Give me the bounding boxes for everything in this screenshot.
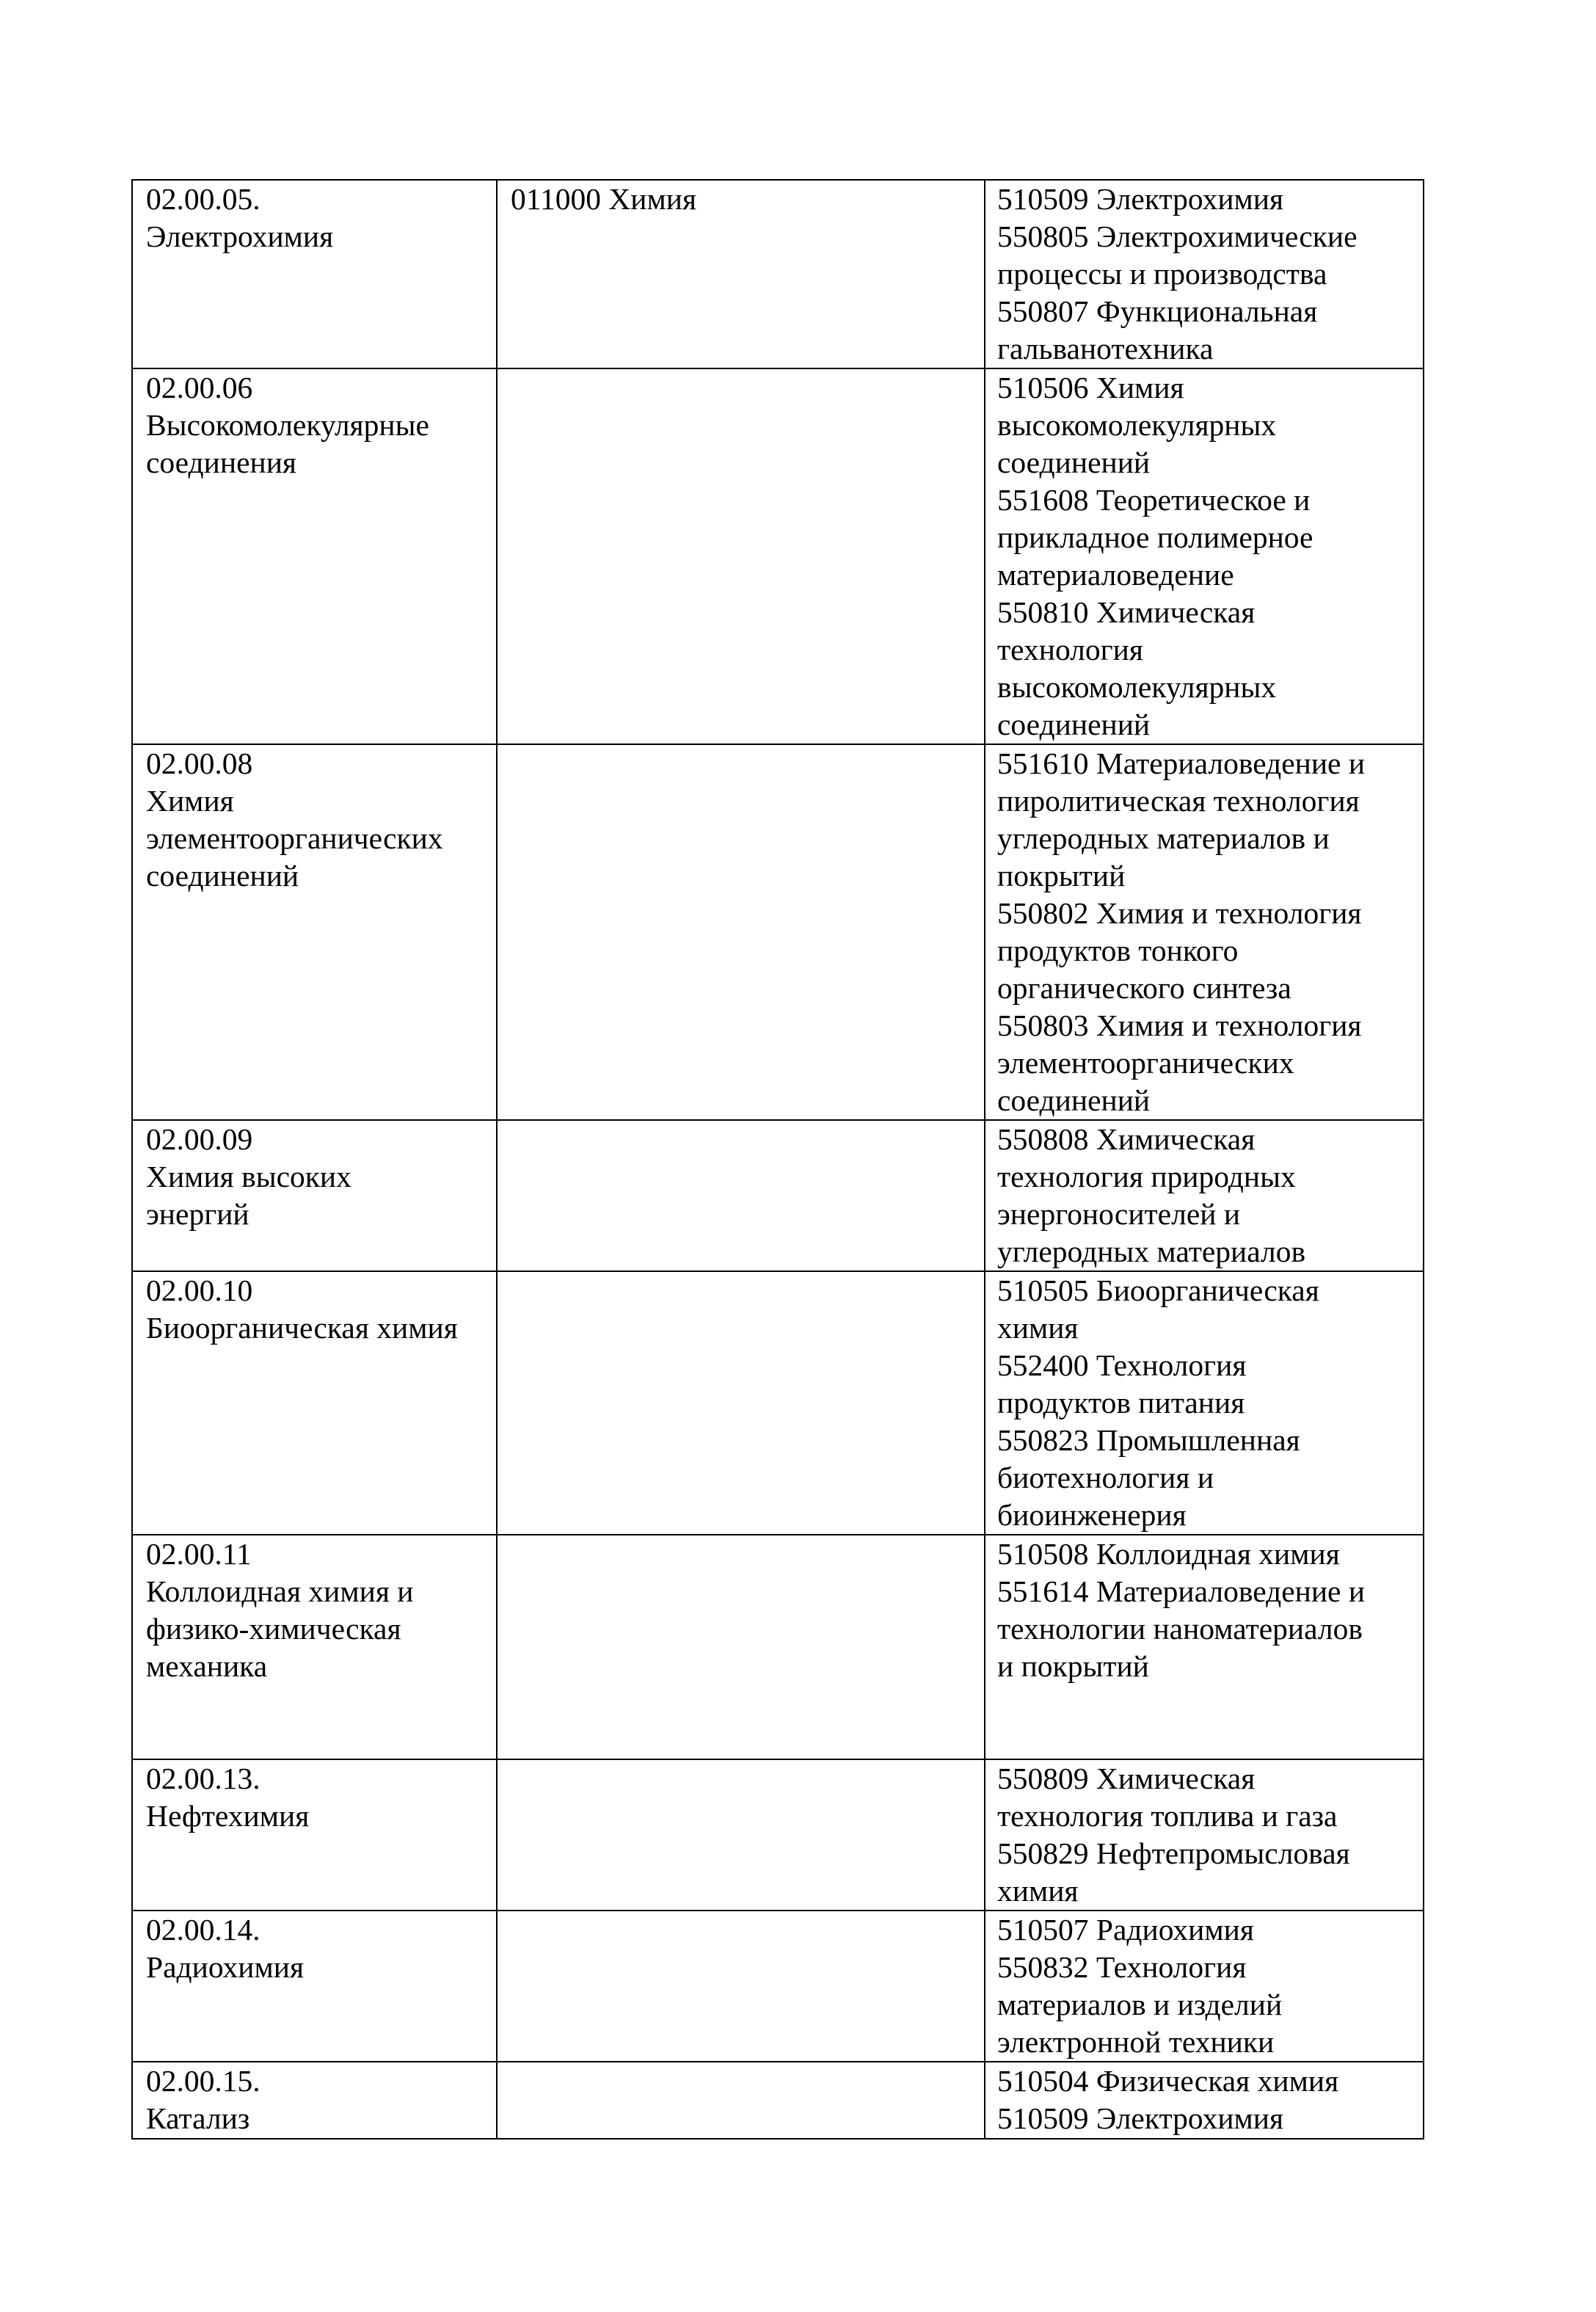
specialty-code: 02.00.14.	[146, 1913, 260, 1946]
specialty-line: технологии наноматериалов	[997, 1612, 1363, 1646]
specialty-code: 02.00.09	[146, 1122, 253, 1156]
specialty-line: электронной техники	[997, 2025, 1275, 2059]
specialty-name: механика	[146, 1649, 268, 1683]
specialty-line: соединений	[997, 1083, 1151, 1117]
specialty-line: химия	[997, 1311, 1079, 1345]
table-row	[132, 1120, 1424, 1271]
education-specialties-cell	[985, 1911, 1424, 2062]
specialty-name: Химия	[146, 784, 234, 818]
specialty-line: продуктов тонкого	[997, 934, 1239, 967]
table-row	[132, 744, 1424, 1120]
specialty-line: 550810 Химическая	[997, 595, 1256, 629]
specialty-code: 02.00.08	[146, 746, 253, 780]
specialty-line: 510509 Электрохимия	[997, 2101, 1284, 2135]
specialty-line: биоинженерия	[997, 1498, 1187, 1532]
specialty-line: 551608 Теоретическое и	[997, 483, 1311, 517]
specialty-name: физико-химическая	[146, 1612, 401, 1646]
specialty-line: технология	[997, 633, 1143, 666]
scientific-specialty-cell	[132, 1271, 497, 1535]
education-specialties-cell	[985, 1535, 1424, 1759]
specialty-line: соединений	[997, 708, 1151, 741]
specialty-line: 510508 Коллоидная химия	[997, 1537, 1340, 1571]
specialty-line: процессы и производства	[997, 257, 1327, 291]
specialty-line: 550803 Химия и технология	[997, 1008, 1362, 1042]
specialty-line: материаловедение	[997, 558, 1234, 592]
direction-cell	[497, 368, 985, 744]
specialty-name: Катализ	[146, 2101, 250, 2135]
specialty-line: 551610 Материаловедение и	[997, 746, 1366, 780]
direction-cell	[497, 744, 985, 1120]
education-specialties-cell	[985, 368, 1424, 744]
education-specialties-cell	[985, 1120, 1424, 1271]
direction-cell	[497, 2062, 985, 2139]
specialty-line: высокомолекулярных	[997, 408, 1277, 442]
direction-cell	[497, 1120, 985, 1271]
specialty-line: органического синтеза	[997, 971, 1291, 1005]
specialty-code: 02.00.11	[146, 1537, 252, 1571]
table-row	[132, 1535, 1424, 1759]
specialties-table	[131, 179, 1424, 2140]
direction-cell	[497, 1759, 985, 1911]
specialty-line: биотехнология и	[997, 1461, 1214, 1494]
specialty-line: химия	[997, 1874, 1079, 1908]
direction-cell	[497, 180, 985, 368]
scientific-specialty-cell	[132, 1911, 497, 2062]
table-row	[132, 1911, 1424, 2062]
scientific-specialty-cell	[132, 1120, 497, 1271]
direction-cell	[497, 1911, 985, 2062]
scientific-specialty-cell	[132, 1535, 497, 1759]
education-specialties-cell	[985, 744, 1424, 1120]
specialty-line: соединений	[997, 446, 1151, 479]
specialty-line: 550807 Функциональная	[997, 294, 1318, 328]
table-row	[132, 368, 1424, 744]
specialty-name: соединения	[146, 446, 297, 479]
specialty-line: высокомолекулярных	[997, 670, 1277, 704]
specialty-line: 510507 Радиохимия	[997, 1913, 1254, 1946]
specialty-line: углеродных материалов и	[997, 821, 1330, 855]
direction-cell	[497, 1271, 985, 1535]
specialty-name: Коллоидная химия и	[146, 1574, 414, 1608]
scientific-specialty-cell	[132, 180, 497, 368]
specialty-line: прикладное полимерное	[997, 520, 1313, 554]
specialty-line: 550832 Технология	[997, 1950, 1247, 1984]
specialty-name: элементоорганических	[146, 821, 443, 855]
specialty-line: 550809 Химическая	[997, 1762, 1256, 1795]
table-row	[132, 180, 1424, 368]
education-specialties-cell	[985, 1271, 1424, 1535]
specialty-line: 550805 Электрохимические	[997, 219, 1358, 253]
specialty-line: 510506 Химия	[997, 371, 1184, 404]
specialty-line: 510509 Электрохимия	[997, 182, 1284, 216]
table-row	[132, 2062, 1424, 2139]
specialty-line: и покрытий	[997, 1649, 1149, 1683]
specialty-line: 510505 Биоорганическая	[997, 1273, 1319, 1307]
specialty-line: энергоносителей и	[997, 1197, 1241, 1231]
specialty-line: гальванотехника	[997, 332, 1214, 366]
scientific-specialty-cell	[132, 744, 497, 1120]
specialty-name: Электрохимия	[146, 219, 334, 253]
education-specialties-cell	[985, 2062, 1424, 2139]
specialty-name: Биоорганическая химия	[146, 1311, 458, 1345]
specialty-name: Радиохимия	[146, 1950, 305, 1984]
table-row	[132, 1759, 1424, 1911]
specialty-line: технология топлива и газа	[997, 1799, 1338, 1833]
specialty-name: Химия высоких	[146, 1160, 351, 1193]
specialty-code: 02.00.15.	[146, 2064, 260, 2098]
education-specialties-cell	[985, 1759, 1424, 1911]
specialty-line: элементоорганических	[997, 1046, 1294, 1080]
specialty-line: углеродных материалов	[997, 1235, 1306, 1268]
specialty-line: 550829 Нефтепромысловая	[997, 1836, 1350, 1870]
specialty-code: 02.00.13.	[146, 1762, 260, 1795]
specialty-line: продуктов питания	[997, 1386, 1245, 1419]
direction-text: 011000 Химия	[511, 182, 697, 216]
specialty-code: 02.00.06	[146, 371, 253, 404]
specialty-line: пиролитическая технология	[997, 784, 1360, 818]
specialty-line: технология природных	[997, 1160, 1296, 1193]
specialty-line: 550808 Химическая	[997, 1122, 1256, 1156]
specialty-line: покрытий	[997, 859, 1126, 893]
specialty-line: 510504 Физическая химия	[997, 2064, 1339, 2098]
specialty-line: 550823 Промышленная	[997, 1423, 1300, 1457]
specialty-line: 550802 Химия и технология	[997, 896, 1362, 930]
specialty-name: Высокомолекулярные	[146, 408, 429, 442]
table-row	[132, 1271, 1424, 1535]
specialty-name: Нефтехимия	[146, 1799, 310, 1833]
education-specialties-cell	[985, 180, 1424, 368]
scientific-specialty-cell	[132, 368, 497, 744]
specialty-code: 02.00.05.	[146, 182, 260, 216]
specialty-name: соединений	[146, 859, 299, 893]
specialty-line: материалов и изделий	[997, 1988, 1283, 2021]
direction-cell	[497, 1535, 985, 1759]
specialty-code: 02.00.10	[146, 1273, 253, 1307]
scientific-specialty-cell	[132, 2062, 497, 2139]
scientific-specialty-cell	[132, 1759, 497, 1911]
specialty-name: энергий	[146, 1197, 249, 1231]
specialty-line: 551614 Материаловедение и	[997, 1574, 1366, 1608]
specialty-line: 552400 Технология	[997, 1348, 1247, 1382]
